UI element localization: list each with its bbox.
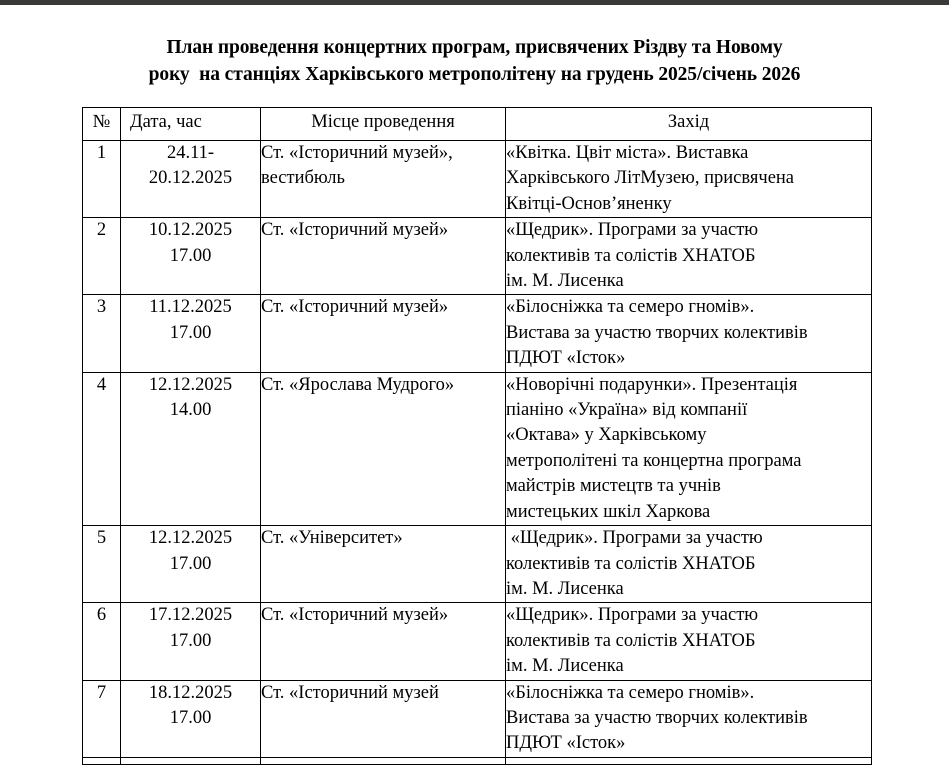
cell-place — [261, 218, 506, 295]
cell-event-line: колективів та солістів ХНАТОБ — [506, 553, 756, 574]
cell-event — [506, 603, 872, 680]
cell-date-line: 14.00 — [169, 400, 212, 421]
cell-event — [506, 295, 872, 372]
cell-number: 2 — [83, 218, 121, 295]
cell-place-line: Ст. «Ярослава Мудрого» — [261, 374, 455, 395]
column-header-event: Захід — [506, 108, 872, 141]
cell-date-line: 11.12.2025 — [149, 297, 232, 318]
cell-place-line: Ст. «Історичний музей» — [261, 220, 449, 241]
cell-event-line: Вистава за участю творчих колективів — [506, 707, 808, 728]
cell-date — [121, 526, 261, 603]
page-title — [95, 5, 855, 88]
cell-event-line: Вистава за участю творчих колективів — [506, 322, 808, 343]
cell-event-line: ПДЮТ «Істок» — [506, 733, 626, 754]
table-row — [83, 218, 872, 295]
cell-place — [261, 680, 506, 757]
table-header — [83, 108, 872, 141]
cell-event-line: «Щедрик». Програми за участю — [506, 528, 763, 549]
cell-date-line: 17.12.2025 — [148, 605, 233, 626]
cell-place — [261, 141, 506, 218]
cell-event-line: «Білосніжка та семеро гномів». — [506, 682, 755, 703]
cell-number: 7 — [83, 680, 121, 757]
cell-event — [506, 526, 872, 603]
cell-event — [506, 141, 872, 218]
document-page — [0, 5, 949, 754]
cell-clipped — [506, 757, 872, 764]
cell-number: 6 — [83, 603, 121, 680]
cell-event — [506, 372, 872, 525]
cell-event-line: Харківського ЛітМузею, присвячена — [506, 168, 795, 189]
cell-number: 5 — [83, 526, 121, 603]
table-row — [83, 526, 872, 603]
cell-place — [261, 372, 506, 525]
table-body — [83, 141, 872, 765]
cell-date-line: 17.00 — [169, 707, 212, 728]
cell-event-line: «Щедрик». Програми за участю — [506, 220, 759, 241]
cell-event-line: ім. М. Лисенка — [506, 578, 624, 599]
cell-clipped — [83, 757, 121, 764]
cell-place — [261, 603, 506, 680]
cell-event-line: колективів та солістів ХНАТОБ — [506, 245, 756, 266]
column-header-place: Місце проведення — [261, 108, 506, 141]
cell-event-line: «Щедрик». Програми за участю — [506, 605, 759, 626]
cell-event-line: «Октава» у Харківському — [506, 425, 707, 446]
cell-date-line: 17.00 — [169, 553, 212, 574]
cell-date-line: 10.12.2025 — [148, 220, 233, 241]
cell-date-line: 17.00 — [169, 630, 212, 651]
cell-place — [261, 526, 506, 603]
table-row — [83, 680, 872, 757]
cell-clipped — [261, 757, 506, 764]
cell-number: 3 — [83, 295, 121, 372]
cell-date — [121, 141, 261, 218]
cell-date-line: 12.12.2025 — [148, 528, 233, 549]
cell-date-line: 12.12.2025 — [148, 374, 233, 395]
cell-place — [261, 295, 506, 372]
cell-event-line: ім. М. Лисенка — [506, 271, 624, 292]
table-header-row — [83, 108, 872, 141]
cell-date-line: 24.11- — [166, 143, 215, 163]
cell-event-line: ім. М. Лисенка — [506, 656, 624, 677]
cell-event-line: «Білосніжка та семеро гномів». — [506, 297, 755, 318]
page-title-line: року на станціях Харківського метрополітену на грудень 2025/січень 2026 — [148, 64, 801, 85]
cell-date-line: 17.00 — [169, 245, 212, 266]
column-header-date: Дата, час — [121, 108, 261, 141]
cell-event — [506, 218, 872, 295]
table-row-clipped — [83, 757, 872, 764]
cell-date — [121, 680, 261, 757]
cell-date-line: 17.00 — [169, 322, 212, 343]
cell-date — [121, 218, 261, 295]
cell-place-line: Ст. «Історичний музей», — [261, 143, 453, 163]
cell-event-line: мистецьких шкіл Харкова — [506, 501, 711, 522]
page-title-line: План проведення концертних програм, присвячених Різдву та Новому — [166, 37, 783, 58]
schedule-table — [82, 107, 872, 765]
cell-date-line: 18.12.2025 — [148, 682, 233, 703]
cell-place-line: Ст. «Університет» — [261, 528, 403, 549]
table-row — [83, 372, 872, 525]
cell-event-line: колективів та солістів ХНАТОБ — [506, 630, 756, 651]
cell-event-line: майстрів мистецтв та учнів — [506, 476, 721, 497]
cell-date-line: 20.12.2025 — [148, 168, 233, 189]
cell-event-line: «Квітка. Цвіт міста». Виставка — [506, 143, 749, 163]
table-row — [83, 295, 872, 372]
cell-event-line: піаніно «Україна» від компанії — [506, 400, 748, 421]
cell-date — [121, 295, 261, 372]
cell-date — [121, 603, 261, 680]
cell-date — [121, 372, 261, 525]
cell-number: 1 — [83, 141, 121, 218]
cell-place-line: вестибюль — [261, 168, 345, 189]
cell-place-line: Ст. «Історичний музей» — [261, 297, 449, 318]
cell-place-line: Ст. «Історичний музей» — [261, 605, 449, 626]
cell-place-line: Ст. «Історичний музей — [261, 682, 439, 703]
cell-event-line: метрополітені та концертна програма — [506, 450, 802, 471]
schedule-table-container — [82, 107, 871, 765]
column-header-number: № — [83, 108, 121, 141]
cell-clipped — [121, 757, 261, 764]
cell-event-line: Квітці-Основ’яненку — [506, 193, 672, 214]
table-row — [83, 141, 872, 218]
table-row — [83, 603, 872, 680]
cell-event-line: «Новорічні подарунки». Презентація — [506, 374, 798, 395]
cell-number: 4 — [83, 372, 121, 525]
cell-event-line: ПДЮТ «Істок» — [506, 348, 626, 369]
cell-event — [506, 680, 872, 757]
